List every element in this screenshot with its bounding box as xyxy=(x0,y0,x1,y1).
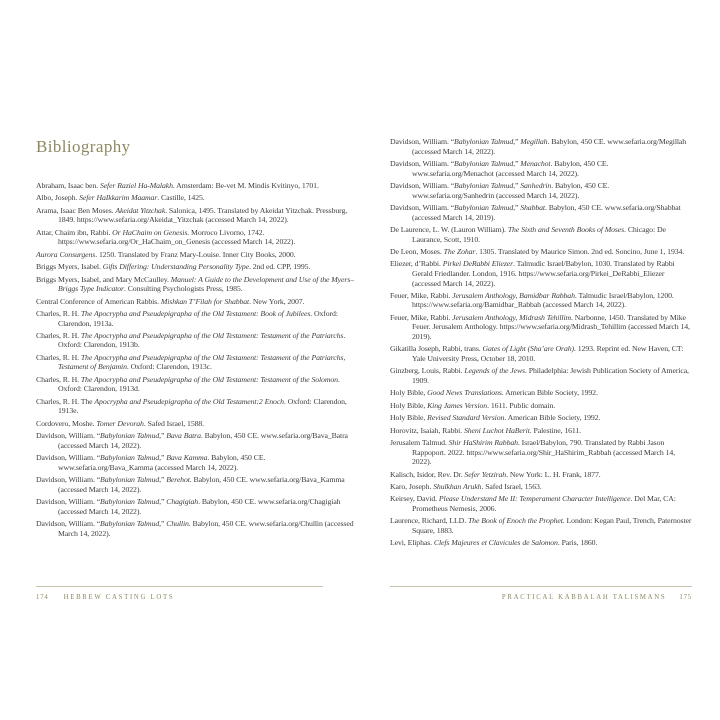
work-title: Shabbat xyxy=(520,202,545,212)
entry-text: Keirsey, David. xyxy=(390,494,439,504)
entry-text: Karo, Joseph. xyxy=(390,481,434,491)
work-title: Sanhedrin xyxy=(520,180,552,190)
footer-rule-left xyxy=(36,586,323,587)
entry-text: Feuer, Mike, Rabbi. xyxy=(390,290,453,300)
entry-text: ,” xyxy=(159,497,167,507)
bibliography-entry xyxy=(390,388,692,398)
entry-text: Davidson, William. “ xyxy=(390,137,455,146)
bibliography-entry xyxy=(390,159,692,178)
bibliography-entry xyxy=(36,297,354,307)
work-title: King James Version xyxy=(427,400,488,410)
entry-text: Davidson, William. “ xyxy=(36,519,101,529)
bibliography-entry xyxy=(390,516,692,535)
entry-text: Charles, R. H. xyxy=(36,330,81,340)
entry-text: Gikatilla Joseph, Rabbi, trans. xyxy=(390,344,483,354)
work-title: Bava Batra xyxy=(166,431,201,441)
work-title: Gates of Light (Sha’are Orah) xyxy=(482,344,574,354)
entry-text: ,” xyxy=(513,180,521,190)
bibliography-entry xyxy=(36,206,354,225)
work-title: Babylonian Talmud xyxy=(454,137,514,146)
entry-text: . Del Mar, CA: Prometheus Nemesis, 2006. xyxy=(412,494,676,513)
entry-text: . Salonica, 1495. Translated by Akeidat Yitzchak. Pressburg, 1849. https://www.sefaria.org/Akeidat_Yitzchak (accessed March 14, 2022). xyxy=(58,205,348,225)
work-title: Jerusalem Anthology, Bamidbar Rabbah xyxy=(452,290,575,300)
entry-text: . Babylon, 450 CE. www.sefaria.org/Bava_Batra (accessed March 14, 2022). xyxy=(58,431,348,450)
entry-text: ,” xyxy=(513,158,521,168)
entry-text: Briggs Myers, Isabel. xyxy=(36,262,103,272)
entry-text: Charles, R. H. xyxy=(36,352,81,362)
work-title: The Apocrypha and Pseudepigrapha of the Old Testament: Testament of the Patriarchs xyxy=(80,330,344,340)
work-title: Pirkei DeRabbi Eliezer xyxy=(442,259,514,269)
bibliography-entry xyxy=(36,475,354,494)
bibliography-entry xyxy=(36,181,354,191)
entry-text: . Narbonne, 1450. Translated by Mike Feuer. Jerusalem Anthology. https://www.sefaria.org/Midrash_Tehillim (accessed March 14, 2019). xyxy=(412,312,690,342)
entry-text: Davidson, William. “ xyxy=(36,431,101,441)
page-title: Bibliography xyxy=(36,137,131,156)
entry-text: . Amsterdam: Be-vet M. Mindis Kvitinyo, 1701. xyxy=(172,181,319,190)
bibliography-entry xyxy=(36,309,354,328)
entry-text: . Babylon, 450 CE. www.sefaria.org/Bava_Kamma (accessed March 14, 2022). xyxy=(58,453,266,472)
bibliography-entry xyxy=(36,250,354,260)
bibliography-entry xyxy=(36,262,354,272)
entry-text: Charles, R. H. xyxy=(36,308,81,318)
work-title: Sheni Luchot HaBerit xyxy=(463,425,530,435)
entry-text: . Consulting Psychologists Press, 1985. xyxy=(123,284,243,294)
bibliography-entry xyxy=(390,482,692,492)
work-title: The Apocrypha and Pseudepigrapha of the Old Testament: Testament of the Solomon xyxy=(80,374,338,384)
work-title: The Apocrypha and Pseudepigrapha of the Old Testament: Book of Jubilees xyxy=(80,308,311,318)
page-left xyxy=(36,137,354,541)
footer-left xyxy=(36,586,323,601)
work-title: Babylonian Talmud xyxy=(100,431,160,441)
footer-line-right xyxy=(390,594,692,601)
work-title: Chagigiah xyxy=(166,497,199,507)
entry-text: . 1250. Translated by Franz Mary-Louise. Inner City Books, 2000. xyxy=(95,249,296,259)
entry-text: Eliezer, d’Rabbi. xyxy=(390,259,443,269)
work-title: Babylonian Talmud xyxy=(100,519,160,529)
work-title: Or HaChaim on Genesis xyxy=(112,227,188,237)
bibliography-entry xyxy=(390,470,692,480)
work-title: Sefer Yetzirah xyxy=(464,469,507,479)
entry-text: . Oxford: Clarendon, 1913a. xyxy=(58,308,338,328)
footer-line-left xyxy=(36,594,323,601)
page-number-left: 174 xyxy=(36,594,49,601)
entry-text: . New York: L. H. Frank, 1877. xyxy=(506,469,601,479)
entry-text: Davidson, William. “ xyxy=(390,158,455,168)
work-title: Babylonian Talmud xyxy=(454,202,514,212)
work-title: The Zohar xyxy=(443,246,476,256)
bibliography-list-left xyxy=(36,181,354,538)
entry-text: ,” xyxy=(159,519,167,529)
work-title: Chullin xyxy=(166,519,189,529)
entry-text: Ginzberg, Louis, Rabbi. xyxy=(390,366,465,376)
bibliography-entry xyxy=(36,497,354,516)
entry-text: . Israel/Babylon, 790. Translated by Rabbi Jason Rappoport. 2022. https://www.sefaria.org/Shir_HaShirim_Rabbah (accessed March 14, 2022). xyxy=(412,437,675,467)
entry-text: Davidson, William. “ xyxy=(36,497,101,507)
work-title: Apocrypha and Pseudepigrapha of the Old Testament:2 Enoch xyxy=(94,396,284,406)
entry-text: . Babylon, 450 CE. www.sefaria.org/Chullin (accessed March 14, 2022). xyxy=(58,519,354,538)
entry-text: Cordovero, Moshe. xyxy=(36,418,97,428)
entry-text: ,” xyxy=(159,453,167,463)
work-title: Jerusalem Anthology, Midrash Tehillim xyxy=(452,312,572,322)
entry-text: Central Conference of American Rabbis. xyxy=(36,296,161,306)
bibliography-entry xyxy=(390,259,692,288)
bibliography-entry xyxy=(390,181,692,200)
bibliography-entry xyxy=(36,193,354,203)
entry-text: ,” xyxy=(513,202,521,212)
entry-text: ,” xyxy=(159,431,167,441)
work-title: The Apocrypha and Pseudepigrapha of the Old Testament: Testament of the Patriarchs, Testament of Benjamin xyxy=(58,352,346,372)
bibliography-entry xyxy=(36,419,354,429)
entry-text: . 1611. Public domain. xyxy=(487,400,556,410)
page-number-right: 175 xyxy=(679,594,692,601)
entry-text: . Palestine, 1611. xyxy=(529,425,582,435)
entry-text: . Morroco Livorno, 1742. https://www.sefaria.org/Or_HaChaim_on_Genesis (accessed March 14, 2022). xyxy=(58,227,296,247)
bibliography-entry xyxy=(36,453,354,472)
entry-text: Holy Bible, xyxy=(390,388,428,398)
entry-text: Davidson, William. “ xyxy=(36,453,101,463)
work-title: Babylonian Talmud xyxy=(100,453,160,463)
entry-text: Levi, Eliphas. xyxy=(390,538,434,548)
entry-text: Arama, Isaac Ben Moses. xyxy=(36,205,116,215)
entry-text: . 2nd ed. CPP, 1995. xyxy=(248,262,311,272)
entry-text: Jerusalem Talmud. xyxy=(390,437,449,447)
entry-text: Briggs Myers, Isabel, and Mary McCaulley. xyxy=(36,274,171,284)
work-title: Berehot xyxy=(166,475,190,485)
work-title: Menachot xyxy=(520,158,551,168)
entry-text: Abraham, Isaac ben. xyxy=(36,181,100,190)
work-title: Revised Standard Version xyxy=(427,413,505,423)
entry-text: Davidson, William. “ xyxy=(390,180,455,190)
work-title: Akeidat Yitzchak xyxy=(115,205,166,215)
bibliography-entry xyxy=(390,313,692,342)
entry-text: . Oxford: Clarendon, 1913c. xyxy=(126,362,212,372)
work-title: Sefer Raziel Ha-Malakh xyxy=(99,181,173,190)
work-title: Sefer HaIkkarim Maamar xyxy=(79,193,158,203)
work-title: The Book of Enoch the Prophet xyxy=(467,516,563,526)
entry-text: . 1293. Reprint ed. New Haven, CT: Yale University Press, October 18, 2010. xyxy=(412,344,684,364)
entry-text: . Talmudic Israel/Babylon, 1030. Translated by Rabbi Gerald Friedlander. London, 1916. https://www.sefaria.org/Pirkei_DeRabbi_Eliezer (accessed March 14, 2022). xyxy=(412,259,675,288)
bibliography-entry xyxy=(390,344,692,363)
bibliography-entry xyxy=(390,538,692,548)
entry-text: . New York, 2007. xyxy=(249,296,305,306)
work-title: Bava Kamma xyxy=(166,453,208,463)
work-title: Legends of the Jews xyxy=(464,366,525,376)
entry-text: . Babylon, 450 CE. www.sefaria.org/Megillah (accessed March 14, 2022). xyxy=(412,137,687,156)
entry-text: . London: Kegan Paul, Trench, Paternoster Square, 1883. xyxy=(412,516,692,535)
entry-text: . Oxford: Clarendon, 1913e. xyxy=(58,396,347,416)
bibliography-entry xyxy=(36,519,354,538)
work-title: Babylonian Talmud xyxy=(100,475,160,485)
entry-text: . Babylon, 450 CE. www.sefaria.org/Shabbat (accessed March 14, 2019). xyxy=(412,202,681,222)
entry-text: Horovitz, Isaiah, Rabbi. xyxy=(390,425,464,435)
entry-text: Kalisch, Isidor, Rev. Dr. xyxy=(390,469,465,479)
entry-text: . Babylon, 450 CE. www.sefaria.org/Chagigiah (accessed March 14, 2022). xyxy=(58,497,341,516)
footer-rule-right xyxy=(390,586,692,587)
bibliography-entry xyxy=(390,426,692,436)
entry-text: Attar, Chaim ibn, Rabbi. xyxy=(36,227,113,237)
work-title: Babylonian Talmud xyxy=(100,497,160,507)
work-title: Shulkhan Arukh xyxy=(433,481,482,491)
work-title: Manuel: A Guide to the Development and Use of the Myers–Briggs Type Indicator xyxy=(58,274,354,294)
entry-text: . Philadelphia: Jewish Publication Society of America, 1909. xyxy=(412,366,689,386)
entry-text: . Castille, 1425. xyxy=(157,193,205,203)
entry-text: ,” xyxy=(513,137,521,146)
entry-text: . Safed Israel, 1588. xyxy=(143,418,204,428)
entry-text: . Babylon, 450 CE. www.sefaria.org/Sanhedrin (accessed March 14, 2022). xyxy=(412,180,610,200)
entry-text: . Talmudic Israel/Babylon, 1200. https://www.sefaria.org/Bamidbar_Rabbah (accessed March 14, 2022). xyxy=(412,290,674,310)
entry-text: . Oxford: Clarendon, 1913d. xyxy=(58,374,340,394)
entry-text: . Chicago: De Laurance, Scott, 1910. xyxy=(412,224,666,244)
entry-text: Charles, R. H. xyxy=(36,374,81,384)
work-title: Mishkan T’Filah for Shabbat xyxy=(160,296,250,306)
entry-text: Davidson, William. “ xyxy=(390,202,455,212)
entry-text: Holy Bible, xyxy=(390,400,428,410)
entry-text: Davidson, William. “ xyxy=(36,475,101,485)
work-title: Babylonian Talmud xyxy=(454,158,514,168)
work-title: Shir HaShirim Rabbah xyxy=(448,437,518,447)
bibliography-entry xyxy=(36,331,354,350)
entry-text: Holy Bible, xyxy=(390,413,428,423)
bibliography-entry xyxy=(390,366,692,385)
work-title: Tomer Devorah xyxy=(96,418,144,428)
bibliography-entry xyxy=(36,375,354,394)
work-title: Babylonian Talmud xyxy=(454,180,514,190)
work-title: The Sixth and Seventh Books of Moses xyxy=(507,224,625,234)
bibliography-entry xyxy=(390,137,692,156)
bibliography-entry xyxy=(36,275,354,294)
entry-text: . American Bible Society, 1992. xyxy=(504,413,601,423)
bibliography-list-right xyxy=(390,137,692,548)
work-title: Aurora Consurgens xyxy=(36,249,96,259)
entry-text: . Oxford: Clarendon, 1913b. xyxy=(58,330,346,350)
bibliography-entry xyxy=(390,413,692,423)
bibliography-entry xyxy=(36,431,354,450)
entry-text: . American Bible Society, 1992. xyxy=(501,388,598,398)
bibliography-entry xyxy=(36,353,354,372)
work-title: Good News Translations xyxy=(427,388,502,398)
entry-text: . Paris, 1860. xyxy=(557,538,598,548)
bibliography-entry xyxy=(390,291,692,310)
entry-text: Feuer, Mike, Rabbi. xyxy=(390,312,453,322)
bibliography-entry xyxy=(390,401,692,411)
entry-text: . Safed Israel, 1563. xyxy=(481,481,542,491)
work-title: Megillah xyxy=(520,137,548,146)
entry-text: . 1305. Translated by Maurice Simon. 2nd ed. Soncino, June 1, 1934. xyxy=(475,246,685,256)
bibliography-entry xyxy=(390,225,692,244)
work-title: Clefs Majeures et Clavicules de Salomon xyxy=(433,538,558,548)
running-title-left: HEBREW CASTING LOTS xyxy=(63,594,175,601)
entry-text: De Leon, Moses. xyxy=(390,246,444,256)
bibliography-entry xyxy=(390,438,692,467)
page-right xyxy=(390,137,692,551)
bibliography-entry xyxy=(390,203,692,222)
bibliography-entry xyxy=(36,228,354,247)
entry-text: Laurence, Richard, LLD. xyxy=(390,516,468,526)
running-title-right: PRACTICAL KABBALAH TALISMANS xyxy=(501,594,667,601)
entry-text: De Laurence, L. W. (Lauron William). xyxy=(390,224,508,234)
entry-text: ,” xyxy=(159,475,167,485)
entry-text: . Babylon, 450 CE. www.sefaria.org/Menachot (accessed March 14, 2022). xyxy=(412,158,609,178)
entry-text: Charles, R. H. The xyxy=(36,396,95,406)
work-title: Please Understand Me II: Temperament Character Intelligence xyxy=(438,494,631,504)
entry-text: . Babylon, 450 CE. www.sefaria.org/Bava_Kamma (accessed March 14, 2022). xyxy=(58,475,345,494)
bibliography-entry xyxy=(36,397,354,416)
work-title: Gifts Differing: Understanding Personality Type xyxy=(102,262,249,272)
bibliography-entry xyxy=(390,494,692,513)
footer-right xyxy=(390,586,692,601)
entry-text: Albo, Joseph. xyxy=(36,193,80,203)
bibliography-entry xyxy=(390,247,692,257)
